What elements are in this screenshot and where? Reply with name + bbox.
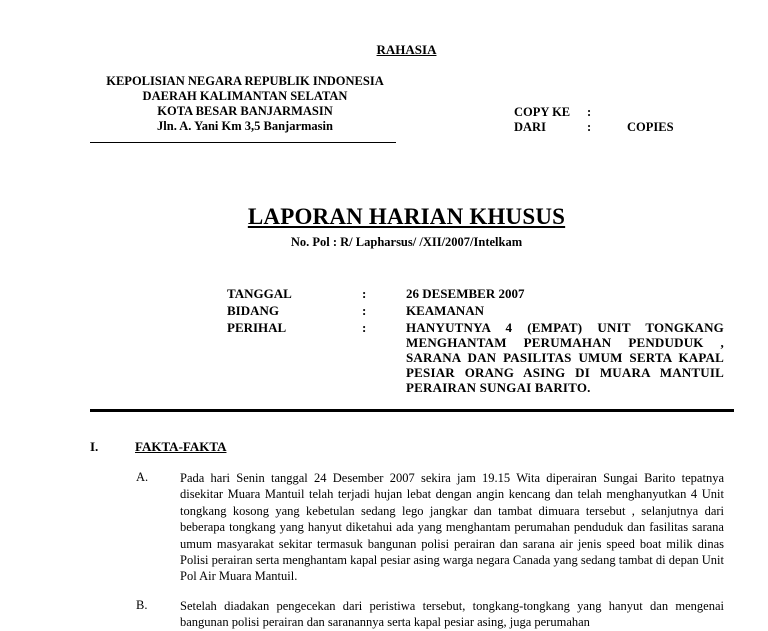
document-title: LAPORAN HARIAN KHUSUS	[247, 204, 566, 229]
item-letter-a: A.	[136, 470, 149, 484]
perihal-value: HANYUTNYA 4 (EMPAT) UNIT TONGKANG MENGHANTAM PERUMAHAN PENDUDUK , SARANA DAN PASILITAS UMUM SERTA KAPAL PESIAR ORANG ASING DI MUARA MANTUIL PERAIRAN SUNGAI BARITO.	[406, 320, 724, 395]
copies-label: COPIES	[627, 120, 674, 134]
org-underline	[90, 142, 396, 143]
dari-separator: :	[587, 120, 592, 134]
classification-label: RAHASIA	[376, 42, 437, 57]
tanggal-value: 26 DESEMBER 2007	[406, 286, 525, 301]
section-divider	[90, 409, 734, 412]
org-address: Jln. A. Yani Km 3,5 Banjarmasin	[157, 119, 333, 133]
item-letter-b: B.	[136, 598, 148, 612]
org-line-3: KOTA BESAR BANJARMASIN	[157, 104, 333, 118]
bidang-value: KEAMANAN	[406, 303, 484, 318]
org-line-2: DAERAH KALIMANTAN SELATAN	[142, 89, 348, 103]
tanggal-label: TANGGAL	[227, 286, 292, 301]
section-number: I.	[90, 439, 99, 454]
copy-ke-label: COPY KE	[514, 105, 571, 119]
copy-ke-separator: :	[587, 105, 592, 119]
perihal-separator: :	[362, 320, 367, 335]
bidang-label: BIDANG	[227, 303, 280, 318]
bidang-separator: :	[362, 303, 367, 318]
org-line-1: KEPOLISIAN NEGARA REPUBLIK INDONESIA	[106, 74, 384, 88]
item-text-b: Setelah diadakan pengecekan dari peristiwa tersebut, tongkang-tongkang yang hanyut dan mengenai bangunan polisi perairan dan saranannya serta kapal pesiar asing, juga perumahan	[180, 599, 724, 630]
perihal-label: PERIHAL	[227, 320, 287, 335]
document-number: No. Pol : R/ Lapharsus/ /XII/2007/Intelkam	[290, 235, 523, 249]
tanggal-separator: :	[362, 286, 367, 301]
section-title: FAKTA-FAKTA	[135, 439, 227, 454]
dari-label: DARI	[514, 120, 546, 134]
item-text-a: Pada hari Senin tanggal 24 Desember 2007 sekira jam 19.15 Wita diperairan Sungai Barito tepatnya disekitar Muara Mantuil telah terjadi hujan lebat dengan angin kencang dan telah menghanyutkan 4 Unit tongkang kosong yang kebetulan sedang lego jangkar dan tambat dimuara tersebut , selanjutnya dari beberapa tongkang yang hanyut diketahui ada yang menghantam perumahan penduduk dan fasilitas sarana umum masyarakat sekitar termasuk bangunan polisi perairan dan sarana air jenis speed boat milik dinas Polisi perairan serta menghantam kapal pesiar asing warga negara Canada yang sedang tambat di depan Unit Pol Air Muara Mantuil.	[180, 471, 724, 584]
